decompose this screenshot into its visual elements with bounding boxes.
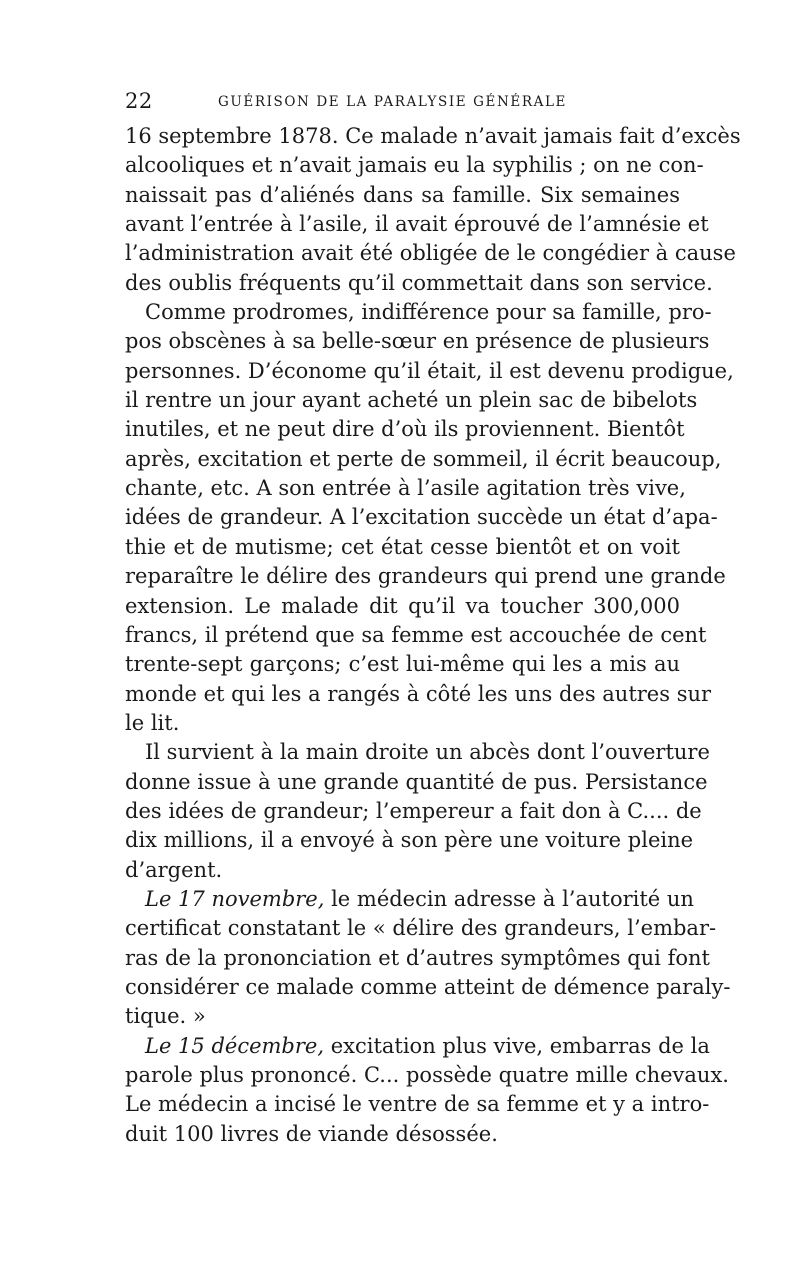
text-line: l’administration avait été obligée de le congédier à cause [125,241,736,266]
date-dec: Le 15 décembre, [145,1033,325,1058]
text-line: donne issue à une grande quantité de pus. Persistance [125,769,708,794]
text-line: extension. Le malade dit qu’il va toucher 300,000 [125,593,680,618]
running-head [125,88,680,116]
text-line: certificat constatant le « délire des grandeurs, l’embar- [125,916,717,941]
text-line: ras de la prononciation et d’autres symptômes qui font [125,945,710,970]
text-line: naissait pas d’aliénés dans sa famille. Six semaines [125,182,680,207]
text-line: inutiles, et ne peut dire d’où ils proviennent. Bientôt [125,417,685,442]
line-rest: le médecin adresse à l’autorité un [324,886,694,911]
text-line: Comme prodromes, indifférence pour sa famille, pro- [145,300,712,325]
text-line: il rentre un jour ayant acheté un plein sac de bibelots [125,388,698,413]
text-line: chante, etc. A son entrée à l’asile agitation très vive, [125,476,686,501]
text-line: personnes. D’économe qu’il était, il est devenu prodigue, [125,358,734,383]
text-line: monde et qui les a rangés à côté les uns des autres sur [125,681,712,706]
running-title: GUÉRISON DE LA PARALYSIE GÉNÉRALE [218,94,567,110]
line-rest: excitation plus vive, embarras de la [324,1033,710,1058]
text-line: duit 100 livres de viande désossée. [125,1121,498,1146]
text-line: le lit. [125,710,180,735]
text-line: avant l’entrée à l’asile, il avait éprouvé de l’amnésie et [125,212,709,237]
text-line: d’argent. [125,857,223,882]
text-line: dix millions, il a envoyé à son père une voiture pleine [125,828,694,853]
text-line: considérer ce malade comme atteint de démence paraly- [125,974,731,999]
text-line: trente-sept garçons; c’est lui-même qui les a mis au [125,652,680,677]
text-line: idées de grandeur. A l’excitation succède un état d’apa- [125,505,718,530]
text-line: pos obscènes à sa belle-sœur en présence de plusieurs [125,329,710,354]
date-nov: Le 17 novembre, [145,886,325,911]
text-line: des oublis fréquents qu’il commettait dans son service. [125,270,713,295]
text-line-dated [125,1032,710,1061]
text-line: reparaître le délire des grandeurs qui prend une grande [125,564,726,589]
text-line: des idées de grandeur; l’empereur a fait don à C.... de [125,798,702,823]
text-line: alcooliques et n’avait jamais eu la syphilis ; on ne con- [125,153,704,178]
text-line-dated [125,885,694,914]
body-text [125,122,741,1149]
text-line: 16 septembre 1878. Ce malade n’avait jamais fait d’excès [125,124,741,148]
text-line: Il survient à la main droite un abcès dont l’ouverture [145,740,710,765]
text-line: après, excitation et perte de sommeil, il écrit beaucoup, [125,446,722,471]
page-number: 22 [125,89,153,113]
text-line: Le médecin a incisé le ventre de sa femme et y a intro- [125,1092,710,1117]
text-line: francs, il prétend que sa femme est accouchée de cent [125,622,707,647]
text-line: thie et de mutisme; cet état cesse bientôt et on voit [125,534,680,559]
text-line: parole plus prononcé. C... possède quatre mille chevaux. [125,1063,729,1087]
text-line: tique. » [125,1004,206,1029]
